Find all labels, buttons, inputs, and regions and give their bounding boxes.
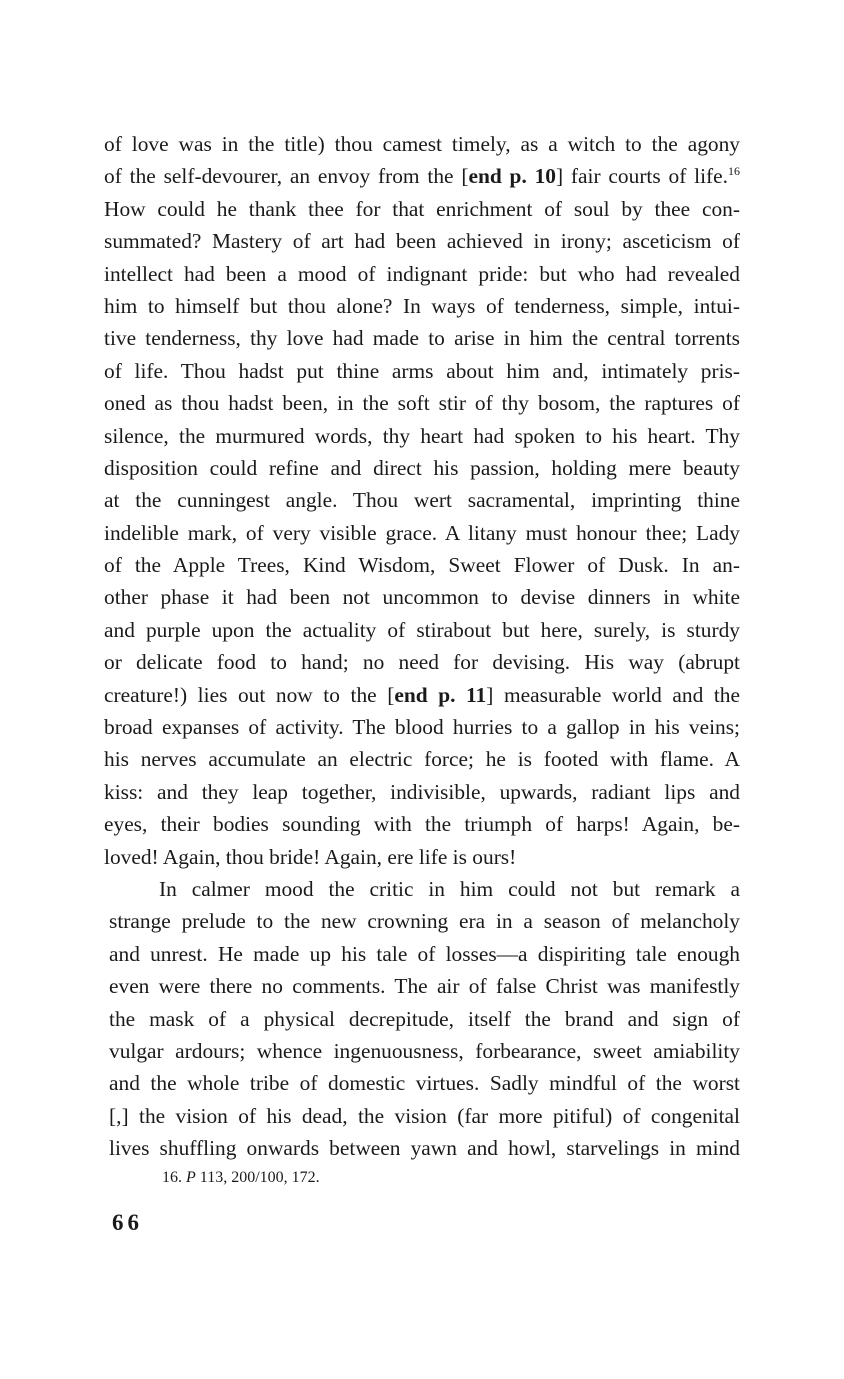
text-line: lives shuffling onwards between yawn and howl, starvelings in mind	[109, 1136, 740, 1161]
text-line: his nerves accumulate an electric force; he is footed with flame. A	[104, 747, 740, 772]
text-line: of the Apple Trees, Kind Wisdom, Sweet Flower of Dusk. In an-	[104, 553, 740, 578]
text-line: [,] the vision of his dead, the vision (far more pitiful) of congenital	[109, 1103, 740, 1128]
text-line: him to himself but thou alone? In ways of tenderness, simple, intui-	[104, 293, 740, 318]
text-line: strange prelude to the new crowning era in a season of melancholy	[109, 909, 740, 934]
footnote	[162, 1168, 320, 1188]
text-line: the mask of a physical decrepitude, itself the brand and sign of	[109, 1006, 740, 1031]
text-line: creature!) lies out now to the [end p. 11] measurable world and the	[104, 682, 740, 707]
text-line: and unrest. He made up his tale of losses—a dispiriting tale enough	[109, 941, 740, 966]
text-line: disposition could refine and direct his passion, holding mere beauty	[104, 455, 740, 480]
page-marker: end p. 10	[468, 164, 556, 189]
text-line: eyes, their bodies sounding with the triumph of harps! Again, be-	[104, 812, 740, 837]
text-line: or delicate food to hand; no need for devising. His way (abrupt	[104, 650, 740, 675]
text-line: How could he thank thee for that enrichment of soul by thee con-	[104, 196, 740, 221]
text-line: tive tenderness, thy love had made to arise in him the central torrents	[104, 326, 740, 351]
body-text	[104, 128, 740, 1165]
text-line: kiss: and they leap together, indivisible, upwards, radiant lips and	[104, 779, 740, 804]
text-line: oned as thou hadst been, in the soft stir of thy bosom, the raptures of	[104, 391, 740, 416]
text-line: and purple upon the actuality of stirabout but here, surely, is sturdy	[104, 617, 740, 642]
text-line: indelible mark, of very visible grace. A litany must honour thee; Lady	[104, 520, 740, 545]
text-line: broad expanses of activity. The blood hurries to a gallop in his veins;	[104, 715, 740, 740]
paragraph-start: In calmer mood the critic in him could not but remark a	[159, 876, 740, 901]
text-line: summated? Mastery of art had been achieved in irony; asceticism of	[104, 229, 740, 254]
text-line: of life. Thou hadst put thine arms about him and, intimately pris-	[104, 358, 740, 383]
text-line: other phase it had been not uncommon to devise dinners in white	[104, 585, 740, 610]
text-line: silence, the murmured words, thy heart had spoken to his heart. Thy	[104, 423, 740, 448]
footnote-text: 113, 200/100, 172.	[195, 1169, 320, 1186]
page-number: 66	[112, 1210, 143, 1235]
footnote-number: 16.	[162, 1169, 186, 1186]
text-line: loved! Again, thou bride! Again, ere life is ours!	[104, 844, 517, 869]
text-line: of the self-devourer, an envoy from the [end p. 10] fair courts of life.$^{16}$	[104, 164, 740, 189]
text-line: intellect had been a mood of indignant pride: but who had revealed	[104, 261, 740, 286]
text-line: and the whole tribe of domestic virtues. Sadly mindful of the worst	[109, 1071, 740, 1096]
text-line: at the cunningest angle. Thou wert sacramental, imprinting thine	[104, 488, 740, 513]
footnote-ref: 16	[728, 164, 740, 179]
text-line: even were there no comments. The air of false Christ was manifestly	[109, 974, 740, 999]
footnote-source: P	[186, 1169, 196, 1186]
text-line: vulgar ardours; whence ingenuousness, forbearance, sweet amiability	[109, 1038, 740, 1063]
page-marker: end p. 11	[394, 682, 487, 707]
text-line: of love was in the title) thou camest timely, as a witch to the agony	[104, 132, 740, 156]
